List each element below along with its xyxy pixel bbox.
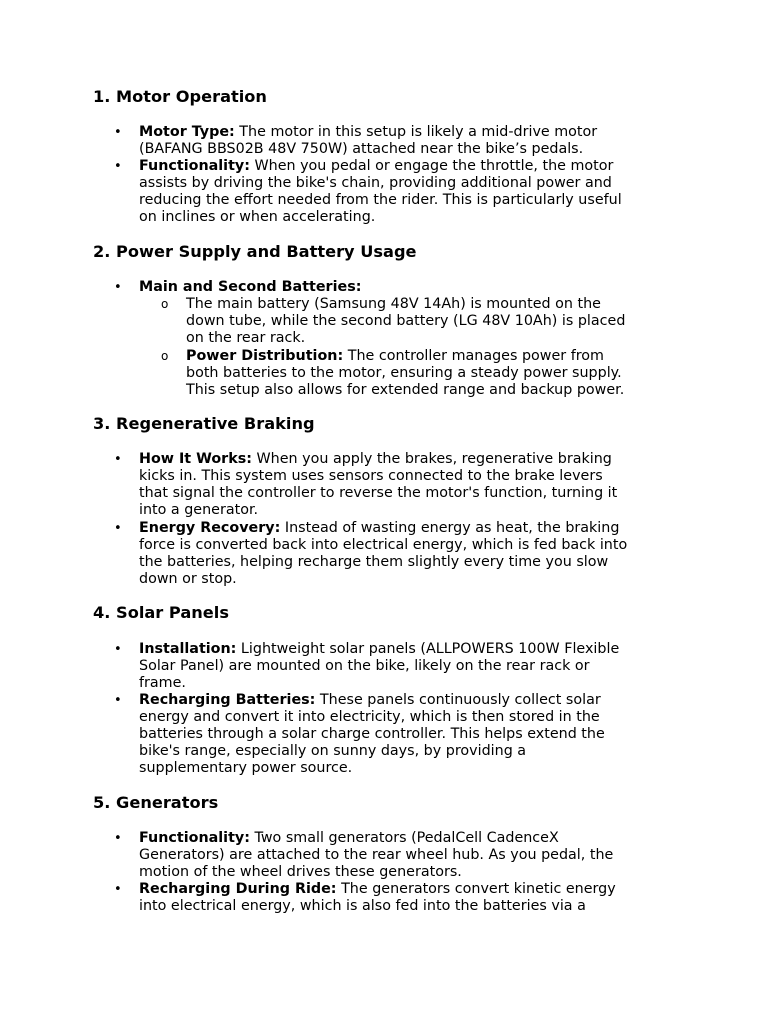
document-page: 1. Motor Operation • Motor Type: The motor in this setup is likely a mid-drive motor (BAFANG BBS02B 48V 750W) attached near the bike’s pedals. • Functionality: When you pedal or engage the throttle, the motor assists by driving the bike's chain, providing additional power and reducing the effort needed from the rider. This is particularly useful on inclines or when accelerating. 2. Power Supply and Battery Usage • Main and Second Batteries: o The main battery (Samsung 48V 14Ah) is mounted on the down tube, while the second battery (LG 48V 10Ah) is placed on the rear rack. o Power Distribution: The controller manages power from both batteries to the motor, ensuring a steady power supply. This setup also allows for extended range and backup power. 3. Regenerative Braking • How It Works: When you apply the brakes, regenerative braking kicks in. This system uses sensors connected to the brake levers that signal the controller to reverse the motor's function, turning it into a generator. • Energy Recovery: Instead of wasting energy as heat, the braking force is converted back into electrical energy, which is fed back into the batteries, helping recharge them slightly every time you slow down or stop. 4. Solar Panels • Installation: Lightweight solar panels (ALLPOWERS 100W Flexible Solar Panel) are mounted on the bike, likely on the rear rack or frame. • Recharging Batteries: These panels continuously collect solar energy and convert it into electricity, which is then stored in the batteries through a solar charge controller. This helps extend the bike's range, especially on sunny days, by providing a supplementary power source. 5. Generators • Functionality: Two small generators (PedalCell CadenceX Generators) are attached to the rear wheel hub. As you pedal, the motion of the wheel drives these generators. • Recharging During Ride: The generators convert kinetic energy into electrical energy, which is also fed into the batteries via a [93, 87, 628, 914]
item-label: Recharging Batteries: [139, 692, 316, 708]
item-label: Main and Second Batteries: [139, 279, 362, 295]
bullet: • [114, 159, 122, 174]
item-label: Recharging During Ride: [139, 881, 337, 897]
section-heading: 4. Solar Panels [93, 603, 229, 622]
item-label: How It Works: [139, 451, 252, 467]
item-label: Installation: [139, 641, 237, 657]
bullet: • [114, 693, 122, 708]
section-heading: 5. Generators [93, 793, 219, 812]
item-label: Functionality: [139, 158, 250, 174]
bullet: • [114, 452, 122, 467]
section-heading: 3. Regenerative Braking [93, 414, 315, 433]
bullet: • [114, 642, 122, 657]
item-label: Energy Recovery: [139, 520, 281, 536]
section-heading: 1. Motor Operation [93, 87, 267, 106]
sub-bullet: o [161, 349, 169, 363]
bullet: • [114, 882, 122, 897]
bullet: • [114, 831, 122, 846]
sub-bullet: o [161, 297, 169, 311]
bullet: • [114, 280, 122, 295]
bullet: • [114, 125, 122, 140]
item-label: Motor Type: [139, 124, 235, 140]
item-label: Functionality: [139, 830, 250, 846]
section-heading: 2. Power Supply and Battery Usage [93, 242, 417, 261]
bullet: • [114, 521, 122, 536]
item-label: Power Distribution: [186, 348, 344, 364]
